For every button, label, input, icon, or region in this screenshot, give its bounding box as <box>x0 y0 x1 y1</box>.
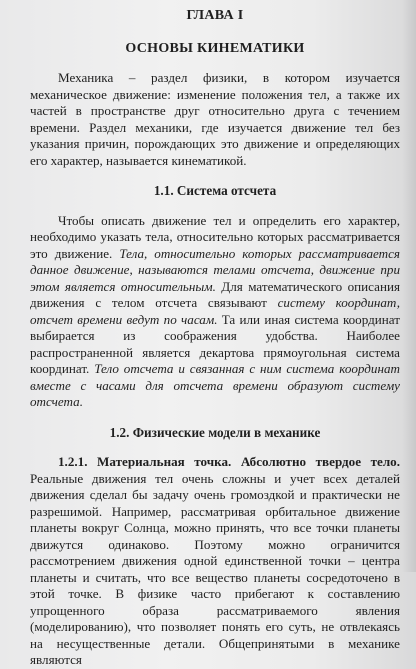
section-1-2-paragraph <box>30 454 400 669</box>
italic-definition: Тела, относительно которых рассматривается данное движение, называются телами отсчета, движение при этом является относительным. <box>30 245 400 294</box>
page <box>30 8 400 669</box>
text-span: Та или иная система координат выбирается из соображения удобства. Наиболее распространенной является декартова прямоугольная система координат. <box>30 311 400 376</box>
italic-definition: Тело отсчета и связанная с ним система координат вместе с часами для отсчета времени образуют систему отсчета. <box>30 361 400 409</box>
chapter-title: ОСНОВЫ КИНЕМАТИКИ <box>125 40 305 56</box>
text-span: Чтобы описать движение тел и определить его характер, необходимо указать тела, относительно которых рассматривается это движение. <box>30 212 400 261</box>
chapter-heading: ГЛАВА I <box>186 8 244 23</box>
text-span: Реальные движения тел очень сложны и учет всех деталей движения сделал бы задачу очень громоздкой и практически не разрешимой. Например, рассматривая орбитальное движение планеты вокруг Солнца, можно принять, что все точки планеты движутся одинаково. Поэтому можно ограничится рассмотрением движения одной единственной точки – центра планеты и считать, что все вещество планеты сосредоточено в этой точке. В физике часто прибегают к составлению упрощенного образа рассматриваемого явления (моделированию), что позволяет понять его суть, не отвлекаясь на несущественные детали. Общепринятыми в механике являются <box>30 470 400 667</box>
subsection-heading: 1.2.1. Материальная точка. Абсолютно твердое тело. <box>58 454 400 469</box>
text-span: Для математического описания движения с телом отсчета связывают <box>30 278 400 310</box>
italic-definition: систему координат, отсчет времени ведут по часам. <box>30 295 400 327</box>
section-heading-1-2: 1.2. Физические модели в механике <box>109 424 321 440</box>
intro-paragraph: Механика – раздел физики, в котором изучается механическое движение: изменение положения тел, а также их частей в пространстве друг относительно друга с течением времени. Раздел механики, где изучается движение тел без указания причин, порождающих это движение и определяющих его характер, называется кинематикой. <box>30 70 400 168</box>
section-heading-1-1: 1.1. Система отсчета <box>153 183 277 198</box>
section-1-1-paragraph <box>30 213 400 411</box>
page-edge-shadow <box>402 0 416 572</box>
